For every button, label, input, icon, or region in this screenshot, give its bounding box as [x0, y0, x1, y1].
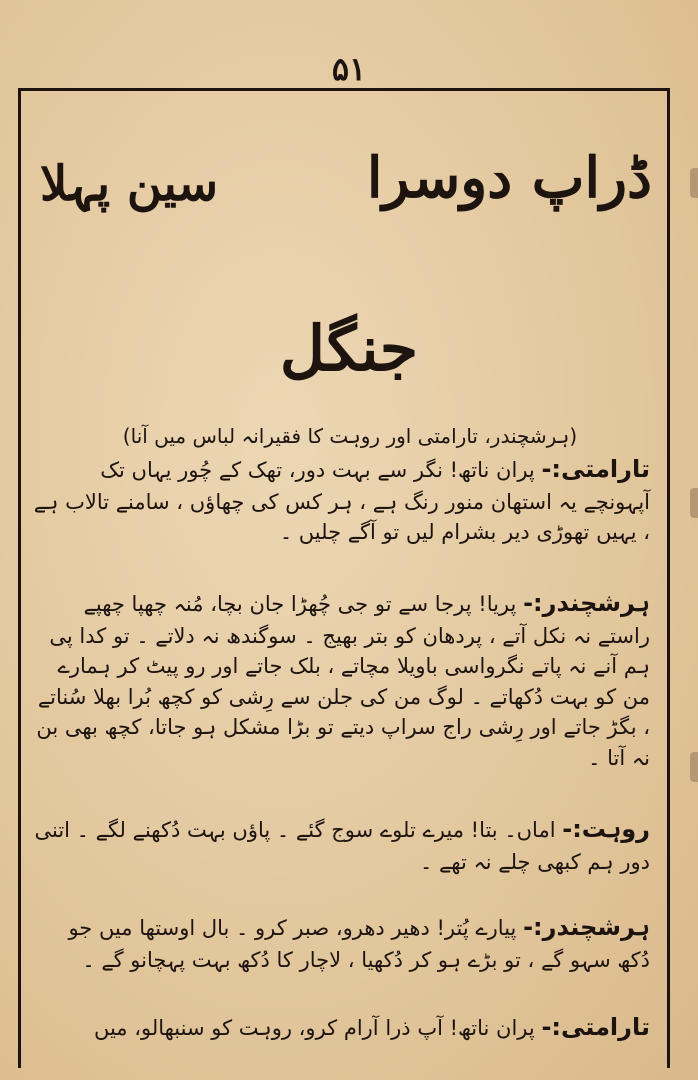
binding-hole	[690, 488, 698, 518]
dialogue-block	[30, 812, 650, 877]
dialogue-block	[30, 452, 650, 548]
speaker-name: ہرشچندر:-	[523, 913, 650, 941]
speaker-name: تارامتی:-	[541, 1013, 650, 1041]
dialogue-block	[30, 586, 650, 773]
dialogue-text: پران ناتھ! نگر سے بہت دور، تھک کے چُور یہاں تک آپہونچے یہ استھان منور رنگ ہے ، ہر کس کی چھاؤں ، سامنے تالاب ہے ، یہیں تھوڑی دیر بشرام لیں تو آگے چلیں ۔	[33, 458, 650, 545]
speaker-name: روہت:-	[562, 815, 650, 843]
act-title: ڈراپ دوسرا	[366, 145, 652, 211]
stage-direction: (ہرشچندر، تارامتی اور روہت کا فقیرانہ لباس میں آنا)	[122, 424, 578, 448]
dialogue-text: پیارے پُتر! دھیر دھرو، صبر کرو ۔ بال اوستھا میں جو دُکھ سہو گے ، تو بڑے ہو کر دُکھیا ، لاچار کا دُکھ بہت پہچانو گے ۔	[68, 916, 650, 972]
speaker-name: تارامتی:-	[541, 455, 650, 483]
dialogue-text: اماں۔ بتا! میرے تلوے سوج گئے ۔ پاؤں بہت دُکھنے لگے ۔ اتنی دور ہم کبھی چلے نہ تھے ۔	[34, 818, 650, 874]
dialogue-text: پران ناتھ! آپ ذرا آرام کرو، روہت کو سنبھالو، میں	[93, 1016, 535, 1040]
dialogue-block	[30, 910, 650, 975]
speaker-name: ہرشچندر:-	[523, 589, 650, 617]
scene-title: سین پہلا	[40, 156, 219, 212]
dialogue-block	[30, 1010, 650, 1045]
page-number: ۵۱	[331, 50, 367, 88]
dialogue-text: پریا! پرجا سے تو جی چُھڑا جان بچا، مُنہ چھپا چھپے راستے نہ نکل آتے ، پردھان کو بتر بھیج ۔ سوگندھ نہ دلاتے ۔ تو کدا پی ہم آنے نہ پاتے نگرواسی باویلا مچاتے ، بلک جاتے اور رو پیٹ کر ہمارے من کو بہت دُکھاتے ۔ لوگ من کی جلن سے رِشی کو کچھ بُرا بھلا سُناتے ، بگڑ جاتے اور رِشی راج سراپ دیتے تو بڑا مشکل ہو جاتا، کچھ بھی بن نہ آتا ۔	[36, 592, 650, 770]
location-heading: جنگل	[279, 312, 419, 385]
binding-hole	[690, 168, 698, 198]
binding-hole	[690, 752, 698, 782]
